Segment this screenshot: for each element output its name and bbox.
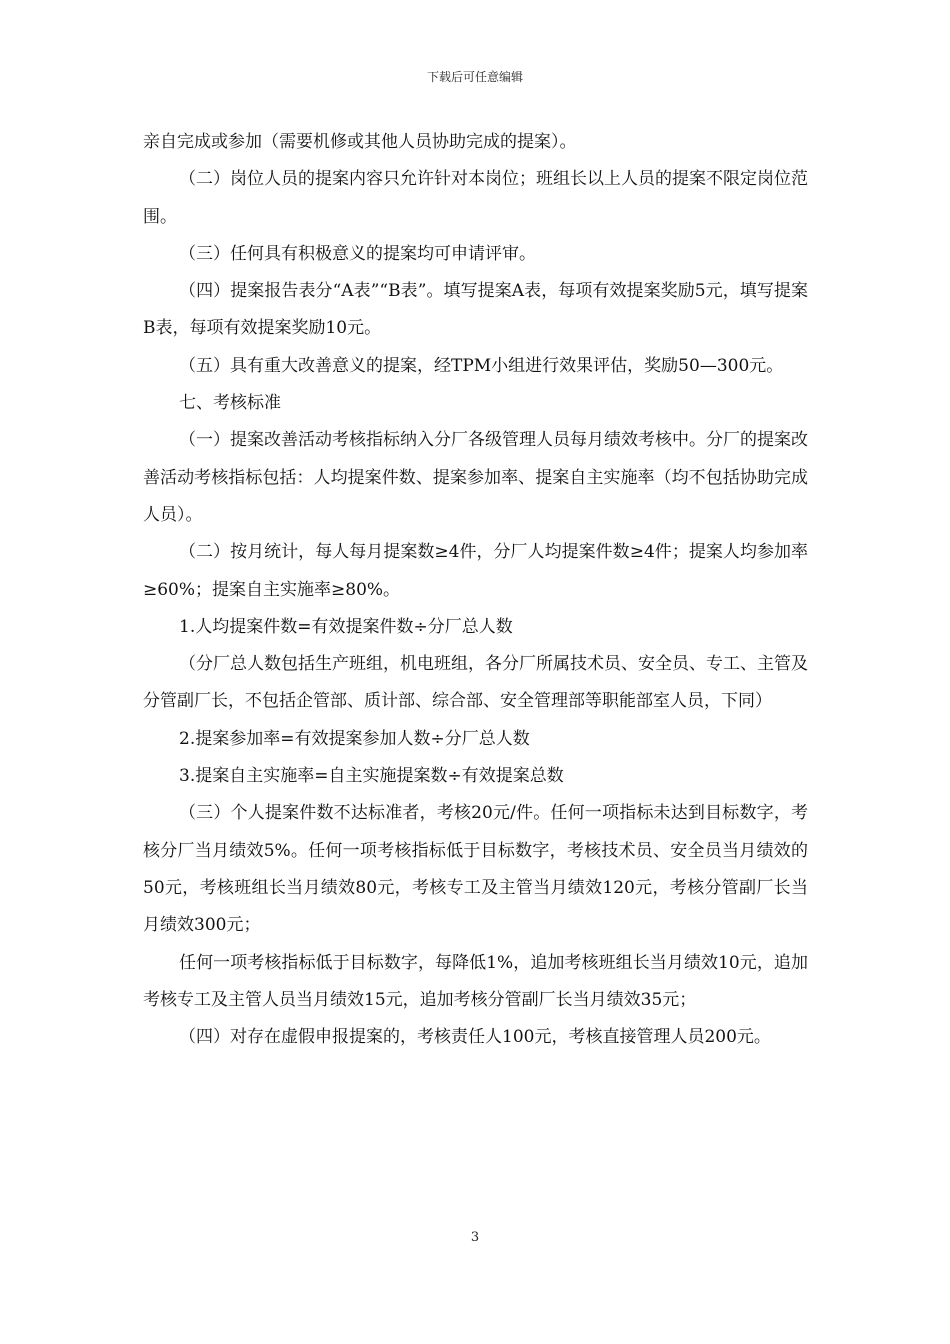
paragraph-10: （分厂总人数包括生产班组，机电班组，各分厂所属技术员、安全员、专工、主管及分管副厂长，不包括企管部、质计部、综合部、安全管理部等职能部室人员，下同） [143, 654, 808, 712]
paragraph-4: （四）提案报告表分“A表”“B表”。填写提案A表，每项有效提案奖励5元，填写提案B表，每项有效提案奖励10元。 [143, 281, 808, 339]
section-heading-assessment: 七、考核标准 [179, 393, 281, 414]
paragraph-13: （三）个人提案件数不达标准者，考核20元/件。任何一项指标未达到目标数字，考核分厂当月绩效5%。任何一项考核指标低于目标数字，考核技术员、安全员当月绩效的50元，考核班组长当月绩效80元，考核专工及主管当月绩效120元，考核分管副厂长当月绩效300元； [143, 803, 808, 936]
formula-3: 3.提案自主实施率=自主实施提案数÷有效提案总数 [179, 766, 564, 787]
paragraph-7: （一）提案改善活动考核指标纳入分厂各级管理人员每月绩效考核中。分厂的提案改善活动考核指标包括：人均提案件数、提案参加率、提案自主实施率（均不包括协助完成人员）。 [143, 430, 808, 525]
paragraph-8: （二）按月统计，每人每月提案数≥4件，分厂人均提案件数≥4件；提案人均参加率≥60%；提案自主实施率≥80%。 [143, 542, 808, 600]
page-header: 下载后可任意编辑 [426, 70, 523, 84]
paragraph-15: （四）对存在虚假申报提案的，考核责任人100元，考核直接管理人员200元。 [179, 1027, 771, 1048]
paragraph-2: （二）岗位人员的提案内容只允许针对本岗位；班组长以上人员的提案不限定岗位范围。 [143, 169, 808, 227]
paragraph-14: 任何一项考核指标低于目标数字，每降低1%，追加考核班组长当月绩效10元，追加考核专工及主管人员当月绩效15元，追加考核分管副厂长当月绩效35元； [143, 952, 808, 1010]
paragraph-5: （五）具有重大改善意义的提案，经TPM小组进行效果评估，奖励50—300元。 [179, 355, 784, 376]
paragraph-1: 亲自完成或参加（需要机修或其他人员协助完成的提案）。 [143, 132, 577, 152]
formula-1: 1.人均提案件数=有效提案件数÷分厂总人数 [179, 616, 513, 637]
page-number: 3 [470, 1230, 480, 1245]
paragraph-3: （三）任何具有积极意义的提案均可申请评审。 [179, 243, 536, 264]
document-body [143, 124, 808, 1056]
formula-2: 2.提案参加率=有效提案参加人数÷分厂总人数 [179, 728, 530, 749]
